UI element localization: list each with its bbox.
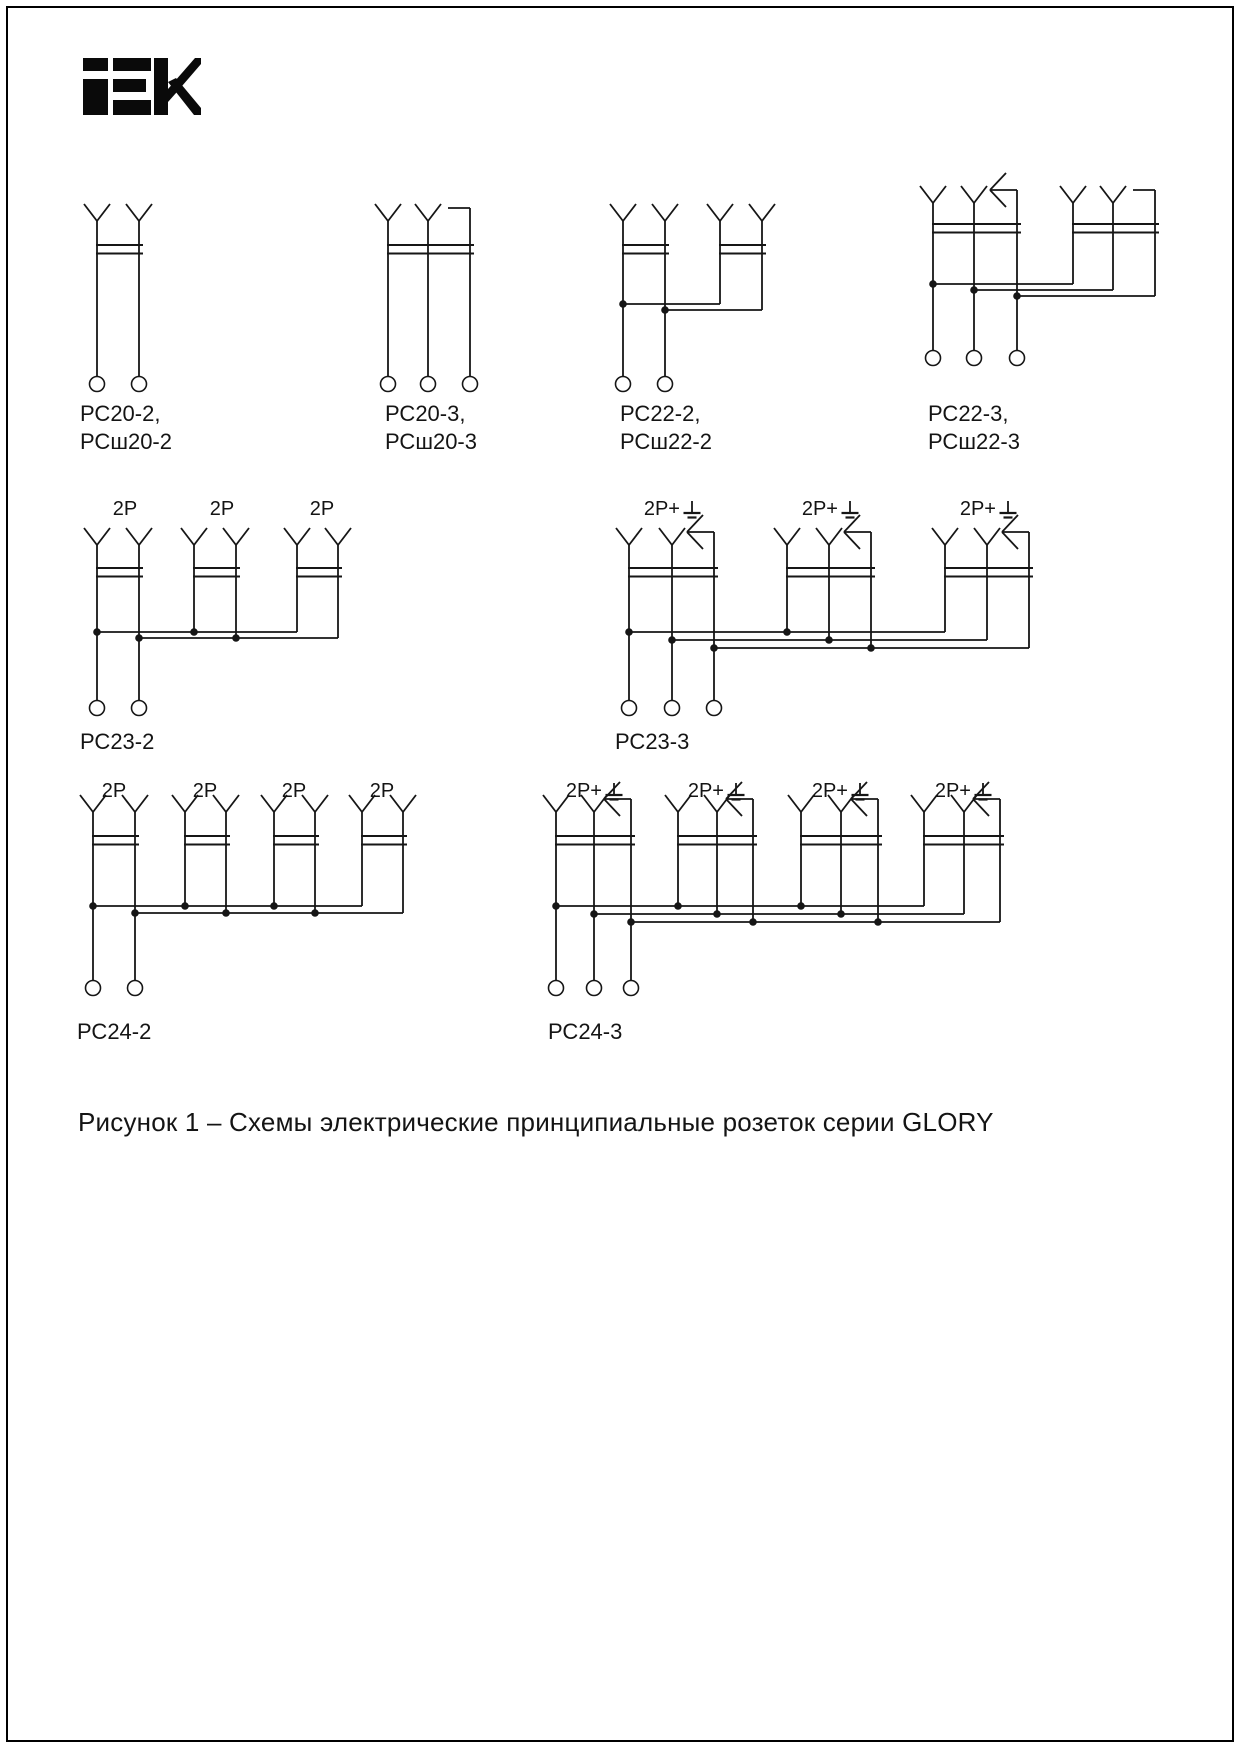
socket-contact-icon: [911, 795, 937, 812]
terminal-circle: [1010, 351, 1025, 366]
terminal-circle: [665, 701, 680, 716]
wire: [97, 528, 110, 545]
terminal-circle: [132, 701, 147, 716]
wire: [1060, 186, 1073, 203]
wire: [126, 528, 139, 545]
junction-dot: [625, 628, 633, 636]
junction-dot: [222, 909, 230, 917]
wire: [665, 204, 678, 221]
wire: [659, 528, 672, 545]
wire: [297, 528, 310, 545]
terminal-circle: [90, 701, 105, 716]
terminal-circle: [90, 377, 105, 392]
socket-contact-icon: [974, 528, 1000, 545]
wire: [961, 186, 974, 203]
unit-label: 2Р: [112, 498, 138, 520]
terminal-circle: [463, 377, 478, 392]
wire: [284, 528, 297, 545]
junction-dot: [797, 902, 805, 910]
junction-dot: [661, 306, 669, 314]
wire: [139, 528, 152, 545]
socket-contact-icon: [1060, 186, 1086, 203]
socket-contact-icon: [610, 204, 636, 221]
junction-dot: [837, 910, 845, 918]
wire: [816, 528, 829, 545]
unit-label: 2Р: [209, 498, 235, 520]
wire: [403, 795, 416, 812]
socket-contact-icon: [932, 528, 958, 545]
ground-symbol-icon: [728, 783, 745, 800]
junction-dot: [874, 918, 882, 926]
diagram-rc24-3: [543, 780, 1004, 1044]
diagram-label: РСш22-3: [928, 429, 1020, 454]
unit-label: 2Р+: [565, 780, 602, 802]
wire: [375, 204, 388, 221]
junction-dot: [674, 902, 682, 910]
junction-dot: [552, 902, 560, 910]
wire: [126, 204, 139, 221]
earth-contact-icon: [1002, 515, 1029, 549]
wire: [610, 204, 623, 221]
wire: [1002, 532, 1018, 549]
terminal-circle: [967, 351, 982, 366]
ground-symbol-icon: [1000, 501, 1017, 518]
unit-label: 2Р: [309, 498, 335, 520]
earth-contact-icon: [990, 173, 1017, 207]
socket-contact-icon: [84, 204, 110, 221]
wire: [135, 795, 148, 812]
terminal-circle: [421, 377, 436, 392]
terminal-circle: [624, 981, 639, 996]
wire: [1113, 186, 1126, 203]
ground-symbol-icon: [606, 783, 623, 800]
wire: [749, 204, 762, 221]
wire: [945, 528, 958, 545]
junction-dot: [89, 902, 97, 910]
socket-contact-icon: [659, 528, 685, 545]
earth-contact-icon: [844, 515, 871, 549]
junction-dot: [627, 918, 635, 926]
diagram-rc22-3: [920, 173, 1159, 454]
wire: [338, 528, 351, 545]
wire: [623, 204, 636, 221]
wire: [932, 528, 945, 545]
wire: [933, 186, 946, 203]
junction-dot: [135, 634, 143, 642]
wire: [652, 204, 665, 221]
wire: [990, 190, 1006, 207]
wire: [665, 795, 678, 812]
terminal-circle: [658, 377, 673, 392]
junction-dot: [970, 286, 978, 294]
wire: [261, 795, 274, 812]
junction-dot: [232, 634, 240, 642]
wire: [672, 528, 685, 545]
diagram-label: РС20-2,: [80, 401, 161, 426]
terminal-circle: [86, 981, 101, 996]
diagram-label: РСш22-2: [620, 429, 712, 454]
diagram-label: РС23-2: [80, 729, 155, 754]
wire: [428, 204, 441, 221]
unit-label: 2Р: [369, 780, 395, 802]
junction-dot: [867, 644, 875, 652]
socket-contact-icon: [920, 186, 946, 203]
terminal-circle: [707, 701, 722, 716]
wire: [762, 204, 775, 221]
socket-contact-icon: [375, 204, 401, 221]
terminal-circle: [926, 351, 941, 366]
wire: [788, 795, 801, 812]
wire: [1100, 186, 1113, 203]
wire: [973, 782, 989, 799]
ground-symbol-icon: [975, 783, 992, 800]
junction-dot: [1013, 292, 1021, 300]
terminal-circle: [132, 377, 147, 392]
socket-contact-icon: [325, 528, 351, 545]
socket-contact-icon: [415, 204, 441, 221]
junction-dot: [713, 910, 721, 918]
wire: [415, 204, 428, 221]
unit-label: 2Р+: [801, 498, 838, 520]
unit-label: 2Р+: [687, 780, 724, 802]
socket-contact-icon: [284, 528, 310, 545]
junction-dot: [825, 636, 833, 644]
diagram-rc22-2: [610, 204, 775, 454]
wire: [973, 799, 989, 816]
diagram-rc20-3: [375, 204, 478, 454]
junction-dot: [131, 909, 139, 917]
junction-dot: [190, 628, 198, 636]
wire: [236, 528, 249, 545]
wire: [829, 528, 842, 545]
junction-dot: [710, 644, 718, 652]
socket-contact-icon: [126, 528, 152, 545]
terminal-circle: [381, 377, 396, 392]
socket-contact-icon: [707, 204, 733, 221]
socket-contact-icon: [816, 528, 842, 545]
junction-dot: [181, 902, 189, 910]
unit-label: 2Р: [192, 780, 218, 802]
wire: [616, 528, 629, 545]
wire: [920, 186, 933, 203]
wire: [726, 799, 742, 816]
unit-label: 2Р+: [643, 498, 680, 520]
socket-contact-icon: [181, 528, 207, 545]
wire: [349, 795, 362, 812]
diagram-label: РС24-2: [77, 1019, 152, 1044]
ground-symbol-icon: [842, 501, 859, 518]
diagram-rc24-2: [77, 780, 416, 1044]
junction-dot: [929, 280, 937, 288]
earth-contact-icon: [687, 515, 714, 549]
wire: [851, 799, 867, 816]
socket-contact-icon: [788, 795, 814, 812]
diagram-label: РС22-2,: [620, 401, 701, 426]
wire: [974, 186, 987, 203]
diagram-label: РСш20-2: [80, 429, 172, 454]
socket-contact-icon: [126, 204, 152, 221]
unit-label: 2Р: [281, 780, 307, 802]
terminal-circle: [622, 701, 637, 716]
diagram-label: РС20-3,: [385, 401, 466, 426]
wire: [139, 204, 152, 221]
wire: [172, 795, 185, 812]
wire: [315, 795, 328, 812]
socket-contact-icon: [961, 186, 987, 203]
socket-contact-icon: [223, 528, 249, 545]
wire: [990, 173, 1006, 190]
figure-caption: Рисунок 1 – Схемы электрические принципиальные розеток серии GLORY: [78, 1107, 994, 1137]
terminal-circle: [616, 377, 631, 392]
junction-dot: [93, 628, 101, 636]
wire: [543, 795, 556, 812]
terminal-circle: [549, 981, 564, 996]
diagram-rc23-2: [80, 498, 351, 754]
wire: [774, 528, 787, 545]
junction-dot: [783, 628, 791, 636]
diagram-label: РС22-3,: [928, 401, 1009, 426]
wire: [707, 204, 720, 221]
wire: [974, 528, 987, 545]
wire: [1073, 186, 1086, 203]
wire: [604, 782, 620, 799]
junction-dot: [270, 902, 278, 910]
wire: [80, 795, 93, 812]
socket-contact-icon: [749, 204, 775, 221]
wire: [844, 532, 860, 549]
diagram-label: РС23-3: [615, 729, 690, 754]
junction-dot: [668, 636, 676, 644]
wire: [194, 528, 207, 545]
wire: [223, 528, 236, 545]
wire: [851, 782, 867, 799]
socket-contact-icon: [774, 528, 800, 545]
wire: [787, 528, 800, 545]
socket-contact-icon: [652, 204, 678, 221]
socket-contact-icon: [616, 528, 642, 545]
wire: [987, 528, 1000, 545]
wire: [911, 795, 924, 812]
junction-dot: [311, 909, 319, 917]
diagram-rc20-2: [80, 204, 172, 454]
diagram-label: РСш20-3: [385, 429, 477, 454]
unit-label: 2Р+: [811, 780, 848, 802]
wire: [629, 528, 642, 545]
junction-dot: [590, 910, 598, 918]
wire: [226, 795, 239, 812]
wire: [325, 528, 338, 545]
unit-label: 2Р: [101, 780, 127, 802]
wire: [181, 528, 194, 545]
terminal-circle: [587, 981, 602, 996]
junction-dot: [619, 300, 627, 308]
wire: [97, 204, 110, 221]
junction-dot: [749, 918, 757, 926]
unit-label: 2Р+: [959, 498, 996, 520]
wire: [388, 204, 401, 221]
wire: [687, 532, 703, 549]
socket-contact-icon: [84, 528, 110, 545]
wire: [84, 528, 97, 545]
wire: [84, 204, 97, 221]
diagram-label: РС24-3: [548, 1019, 623, 1044]
unit-label: 2Р+: [934, 780, 971, 802]
wire: [726, 782, 742, 799]
wire: [720, 204, 733, 221]
ground-symbol-icon: [684, 501, 701, 518]
diagram-rc23-3: [615, 498, 1033, 754]
wire: [604, 799, 620, 816]
terminal-circle: [128, 981, 143, 996]
socket-contact-icon: [1100, 186, 1126, 203]
